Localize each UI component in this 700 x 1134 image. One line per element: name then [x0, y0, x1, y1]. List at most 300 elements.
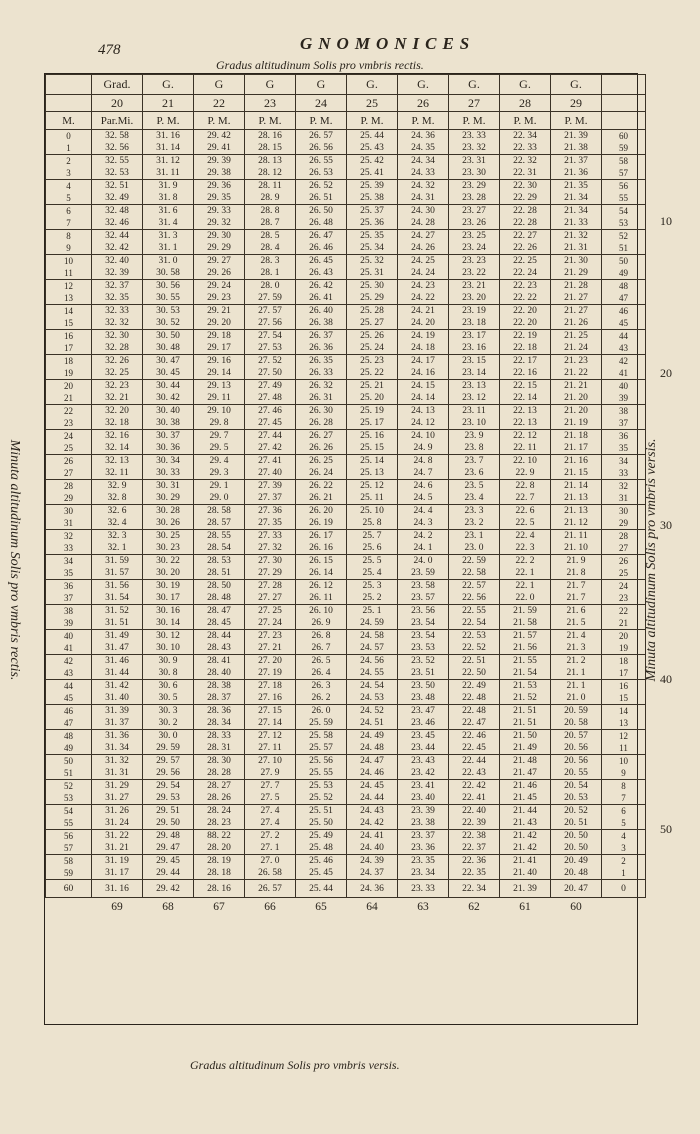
value-text: 23. 35: [411, 856, 435, 866]
value-text: 27. 14: [258, 718, 282, 728]
value-cell: [551, 680, 602, 705]
value-cell: [500, 530, 551, 555]
minute-value: 0: [66, 131, 71, 141]
value-text: 24. 7: [413, 468, 433, 478]
value-cell: [449, 605, 500, 630]
value-cell: [296, 680, 347, 705]
value-text: 28. 18: [207, 868, 231, 878]
value-cell: [551, 755, 602, 780]
value-text: 27. 25: [258, 606, 282, 616]
value-text: 26. 42: [309, 281, 333, 291]
value-text: 26. 4: [311, 668, 331, 678]
value-text: 22. 41: [462, 793, 486, 803]
value-cell: [449, 680, 500, 705]
degree-cell: 22: [194, 95, 245, 112]
value-cell: [347, 505, 398, 530]
value-text: 23. 51: [411, 668, 435, 678]
value-text: 26. 40: [309, 306, 333, 316]
value-text: 21. 13: [564, 493, 588, 503]
value-text: 21. 18: [564, 431, 588, 441]
value-text: 31. 12: [156, 156, 180, 166]
footer-degree: 61: [519, 901, 531, 913]
value-cell: [551, 530, 602, 555]
value-text: 22. 53: [462, 631, 486, 641]
minute-right-cell: [602, 380, 646, 405]
minute-left-cell: [46, 430, 92, 455]
value-text: 25. 30: [360, 281, 384, 291]
value-text: 21. 37: [564, 156, 588, 166]
value-text: 32. 30: [105, 331, 129, 341]
value-text: 20. 50: [564, 831, 588, 841]
value-text: 24. 45: [360, 781, 384, 791]
value-text: 25. 23: [360, 356, 384, 366]
minute-value: 30: [64, 506, 73, 516]
value-text: 24. 36: [411, 131, 435, 141]
value-cell: [347, 430, 398, 455]
value-text: 24. 27: [411, 231, 435, 241]
value-cell: [194, 605, 245, 630]
minute-value: 8: [621, 781, 626, 791]
value-cell: [143, 630, 194, 655]
value-text: 22. 48: [462, 706, 486, 716]
value-text: 25. 51: [309, 806, 333, 816]
value-cell: [92, 180, 143, 205]
value-text: 26. 17: [309, 531, 333, 541]
value-text: 27. 39: [258, 481, 282, 491]
value-text: 23. 10: [462, 418, 486, 428]
value-text: 31. 49: [105, 631, 129, 641]
value-text: 23. 19: [462, 306, 486, 316]
table-row-group: [46, 605, 646, 630]
value-cell: [296, 555, 347, 580]
value-text: 24. 6: [413, 481, 433, 491]
value-cell: [92, 655, 143, 680]
value-cell: [500, 805, 551, 830]
value-cell: [143, 405, 194, 430]
value-text: 21. 45: [513, 793, 537, 803]
caption-top: Gradus altitudinum Solis pro vmbris rectis.: [216, 58, 424, 72]
value-text: 31. 47: [105, 643, 129, 653]
value-text: 28. 9: [260, 193, 280, 203]
value-text: 28. 26: [207, 793, 231, 803]
value-text: 20. 53: [564, 793, 588, 803]
side-caption-left-text: Minuta altitudinum Solis pro vmbris rectis.: [7, 439, 22, 681]
value-text: 25. 46: [309, 856, 333, 866]
value-cell: [92, 355, 143, 380]
value-cell: [194, 280, 245, 305]
value-text: 24. 31: [411, 193, 435, 203]
value-cell: [500, 205, 551, 230]
value-text: 23. 0: [464, 543, 484, 553]
value-cell: [296, 505, 347, 530]
value-text: 24. 42: [360, 818, 384, 828]
minute-value: 8: [66, 231, 71, 241]
value-text: 29. 53: [156, 793, 180, 803]
minute-left-cell: [46, 380, 92, 405]
value-text: 23. 25: [462, 231, 486, 241]
value-cell: [194, 330, 245, 355]
minute-value: 44: [64, 681, 73, 691]
value-text: 28. 48: [207, 593, 231, 603]
value-text: 25. 49: [309, 831, 333, 841]
value-cell: [500, 580, 551, 605]
value-text: 21. 33: [564, 218, 588, 228]
value-text: 26. 38: [309, 318, 333, 328]
margin-number: 40: [660, 672, 672, 686]
table-row-group: [46, 805, 646, 830]
value-text: 24. 14: [411, 393, 435, 403]
minute-left-cell: [46, 305, 92, 330]
value-text: 32. 37: [105, 281, 129, 291]
value-text: 29. 57: [156, 756, 180, 766]
minute-right-cell: [602, 780, 646, 805]
value-text: 32. 51: [105, 181, 129, 191]
minute-left-cell: [46, 530, 92, 555]
value-text: 27. 24: [258, 618, 282, 628]
minute-value: 28: [619, 531, 628, 541]
value-text: 25. 56: [309, 756, 333, 766]
value-text: 24. 58: [360, 631, 384, 641]
value-cell: [296, 130, 347, 155]
minute-right-cell: [602, 830, 646, 855]
value-text: 28. 51: [207, 568, 231, 578]
minute-value: 42: [64, 656, 73, 666]
running-head: GNOMONICES: [300, 34, 476, 53]
value-text: 26. 33: [309, 368, 333, 378]
value-text: 24. 0: [413, 556, 433, 566]
value-text: 30. 37: [156, 431, 180, 441]
value-cell: [143, 180, 194, 205]
value-text: 22. 13: [513, 418, 537, 428]
value-text: 22. 56: [462, 593, 486, 603]
value-cell: [143, 480, 194, 505]
degree-cell: 26: [398, 95, 449, 112]
altitude-table: [45, 74, 646, 916]
value-text: 25. 17: [360, 418, 384, 428]
value-text: 22. 17: [513, 356, 537, 366]
value-text: 25. 19: [360, 406, 384, 416]
value-text: 32. 48: [105, 206, 129, 216]
footer-degree: 64: [366, 901, 378, 913]
value-cell: [500, 655, 551, 680]
value-cell: [92, 305, 143, 330]
value-text: 20. 59: [564, 706, 588, 716]
minute-value: 17: [64, 343, 73, 353]
value-text: 23. 52: [411, 656, 435, 666]
value-text: 23. 45: [411, 731, 435, 741]
value-cell: [245, 855, 296, 880]
value-text: 30. 8: [158, 668, 178, 678]
value-text: 26. 31: [309, 393, 333, 403]
value-text: 29. 47: [156, 843, 180, 853]
value-cell: [92, 755, 143, 780]
value-text: 21. 13: [564, 506, 588, 516]
value-text: 29. 14: [207, 368, 231, 378]
value-text: 23. 37: [411, 831, 435, 841]
value-cell: [551, 855, 602, 880]
value-cell: [245, 455, 296, 480]
minute-right-cell: 0: [602, 880, 646, 898]
value-text: 21. 14: [564, 481, 588, 491]
footer-degree: 62: [468, 901, 480, 913]
value-text: 22. 37: [462, 843, 486, 853]
minute-right-cell: [602, 205, 646, 230]
value-text: 22. 29: [513, 193, 537, 203]
value-cell: [296, 730, 347, 755]
value-text: 21. 27: [564, 306, 588, 316]
minute-value: 40: [64, 631, 73, 641]
value-text: 26. 7: [311, 643, 331, 653]
minute-value: 12: [619, 731, 628, 741]
value-text: 25. 32: [360, 256, 384, 266]
value-cell: [347, 380, 398, 405]
footer-degree: 63: [417, 901, 429, 913]
value-text: 31. 37: [105, 718, 129, 728]
value-text: 24. 57: [360, 643, 384, 653]
value-text: 28. 58: [207, 506, 231, 516]
value-text: 28. 4: [260, 243, 280, 253]
header-cell: G: [245, 75, 296, 95]
value-text: 29. 45: [156, 856, 180, 866]
value-text: 31. 46: [105, 656, 129, 666]
value-cell: [92, 805, 143, 830]
value-text: 29. 30: [207, 231, 231, 241]
value-cell: [296, 280, 347, 305]
value-cell: [551, 580, 602, 605]
value-cell: [92, 630, 143, 655]
footer-degree: 69: [111, 901, 123, 913]
value-cell: [449, 855, 500, 880]
value-text: 32. 21: [105, 393, 129, 403]
value-text: 21. 15: [564, 468, 588, 478]
minute-left-cell: [46, 505, 92, 530]
value-text: 32. 44: [105, 231, 129, 241]
value-text: 28. 50: [207, 581, 231, 591]
minute-value: 14: [619, 706, 628, 716]
unit-cell: P. M.: [347, 112, 398, 130]
value-text: 28. 41: [207, 656, 231, 666]
value-text: 21. 50: [513, 731, 537, 741]
value-cell: [551, 380, 602, 405]
value-cell: [245, 580, 296, 605]
value-text: 27. 21: [258, 643, 282, 653]
value-cell: [296, 355, 347, 380]
minute-value: 26: [64, 456, 73, 466]
minute-right-cell: [602, 430, 646, 455]
value-text: 25. 27: [360, 318, 384, 328]
table-row-group: [46, 505, 646, 530]
value-cell: [92, 505, 143, 530]
value-text: 22. 28: [513, 218, 537, 228]
value-text: 22. 1: [515, 568, 535, 578]
value-text: 27. 42: [258, 443, 282, 453]
value-text: 23. 11: [462, 406, 486, 416]
value-text: 23. 20: [462, 293, 486, 303]
header-corner: [46, 75, 92, 95]
value-text: 25. 3: [362, 581, 382, 591]
value-text: 24. 19: [411, 331, 435, 341]
value-text: 24. 13: [411, 406, 435, 416]
value-text: 31. 16: [156, 131, 180, 141]
value-cell: [245, 680, 296, 705]
value-cell: [551, 330, 602, 355]
minute-value: 28: [64, 481, 73, 491]
value-text: 21. 32: [564, 231, 588, 241]
value-text: 25. 45: [309, 868, 333, 878]
value-text: 21. 29: [564, 268, 588, 278]
value-text: 23. 9: [464, 431, 484, 441]
value-text: 31. 9: [158, 181, 178, 191]
minute-value: 18: [619, 656, 628, 666]
value-text: 29. 7: [209, 431, 229, 441]
minute-value: 26: [619, 556, 628, 566]
value-text: 21. 31: [564, 243, 588, 253]
minute-value: 52: [619, 231, 628, 241]
value-text: 28. 20: [207, 843, 231, 853]
minute-right-cell: [602, 555, 646, 580]
value-cell: [194, 580, 245, 605]
value-cell: [398, 830, 449, 855]
minute-value: 59: [64, 868, 73, 878]
value-text: 28. 44: [207, 631, 231, 641]
value-cell: [449, 280, 500, 305]
value-text: 25. 41: [360, 168, 384, 178]
minute-left-cell: [46, 730, 92, 755]
value-text: 32. 25: [105, 368, 129, 378]
footer-degree: 60: [570, 901, 582, 913]
value-text: 27. 32: [258, 543, 282, 553]
value-text: 20. 56: [564, 743, 588, 753]
table-row-group: [46, 255, 646, 280]
value-text: 22. 24: [513, 268, 537, 278]
value-cell: [194, 655, 245, 680]
margin-number: 10: [660, 214, 672, 228]
minute-value: 22: [619, 606, 628, 616]
value-cell: [92, 530, 143, 555]
value-text: 23. 14: [462, 368, 486, 378]
value-text: 27. 53: [258, 343, 282, 353]
value-text: 22. 44: [462, 756, 486, 766]
minute-right-cell: [602, 505, 646, 530]
minute-left-cell: [46, 255, 92, 280]
value-text: 26. 3: [311, 681, 331, 691]
value-text: 25. 10: [360, 506, 384, 516]
value-cell: [449, 155, 500, 180]
value-cell: [398, 380, 449, 405]
value-text: 22. 39: [462, 818, 486, 828]
value-cell: [347, 705, 398, 730]
minute-value: 29: [619, 518, 628, 528]
value-text: 26. 45: [309, 256, 333, 266]
value-text: 24. 39: [360, 856, 384, 866]
minute-left-cell: [46, 605, 92, 630]
minute-right-cell: [602, 755, 646, 780]
value-text: 27. 45: [258, 418, 282, 428]
value-cell: [143, 455, 194, 480]
value-cell: [92, 130, 143, 155]
value-text: 27. 30: [258, 556, 282, 566]
value-text: 28. 45: [207, 618, 231, 628]
value-cell: [347, 780, 398, 805]
value-cell: [551, 455, 602, 480]
minute-value: 11: [64, 268, 73, 278]
minute-value: 41: [619, 368, 628, 378]
value-cell: [500, 380, 551, 405]
value-text: 22. 57: [462, 581, 486, 591]
degree-cell: 28: [500, 95, 551, 112]
value-cell: [398, 530, 449, 555]
minute-value: 37: [619, 418, 628, 428]
value-cell: [194, 530, 245, 555]
value-text: 20. 51: [564, 818, 588, 828]
value-text: 27. 36: [258, 506, 282, 516]
value-text: 25. 16: [360, 431, 384, 441]
value-cell: [347, 155, 398, 180]
value-cell: [92, 480, 143, 505]
minute-value: 36: [64, 581, 73, 591]
value-text: 29. 20: [207, 318, 231, 328]
minute-value: 55: [64, 818, 73, 828]
value-text: 31. 0: [158, 256, 178, 266]
minute-value: 47: [64, 718, 73, 728]
minute-value: 46: [64, 706, 73, 716]
value-text: 22. 18: [513, 343, 537, 353]
value-text: 21. 54: [513, 668, 537, 678]
value-text: 25. 24: [360, 343, 384, 353]
value-text: 22. 15: [513, 381, 537, 391]
value-text: 31. 36: [105, 731, 129, 741]
value-cell: [398, 405, 449, 430]
value-cell: [143, 530, 194, 555]
value-text: 25. 1: [362, 606, 382, 616]
value-cell: [245, 705, 296, 730]
value-cell: [500, 230, 551, 255]
value-text: 23. 47: [411, 706, 435, 716]
minute-value: 55: [619, 193, 628, 203]
value-text: 25. 31: [360, 268, 384, 278]
value-text: 25. 13: [360, 468, 384, 478]
value-text: 32. 46: [105, 218, 129, 228]
value-text: 26. 25: [309, 456, 333, 466]
value-cell: [296, 630, 347, 655]
minute-value: 25: [64, 443, 73, 453]
value-text: 24. 59: [360, 618, 384, 628]
table-row-group: [46, 330, 646, 355]
value-text: 30. 47: [156, 356, 180, 366]
value-text: 23. 16: [462, 343, 486, 353]
value-text: 21. 53: [513, 681, 537, 691]
value-text: 24. 47: [360, 756, 384, 766]
value-cell: [551, 355, 602, 380]
value-text: 29. 16: [207, 356, 231, 366]
minute-value: 16: [64, 331, 73, 341]
value-text: 31. 42: [105, 681, 129, 691]
value-text: 22. 10: [513, 456, 537, 466]
value-cell: [92, 855, 143, 880]
value-text: 26. 5: [311, 656, 331, 666]
minute-right-cell: [602, 455, 646, 480]
minute-value: 7: [621, 793, 626, 803]
value-text: 29. 23: [207, 293, 231, 303]
value-text: 27. 27: [258, 593, 282, 603]
minute-value: 52: [64, 781, 73, 791]
value-cell: [449, 355, 500, 380]
value-text: 29. 1: [209, 481, 229, 491]
header-cell: G.: [449, 75, 500, 95]
value-text: 23. 31: [462, 156, 486, 166]
value-text: 24. 12: [411, 418, 435, 428]
value-text: 21. 1: [566, 668, 586, 678]
